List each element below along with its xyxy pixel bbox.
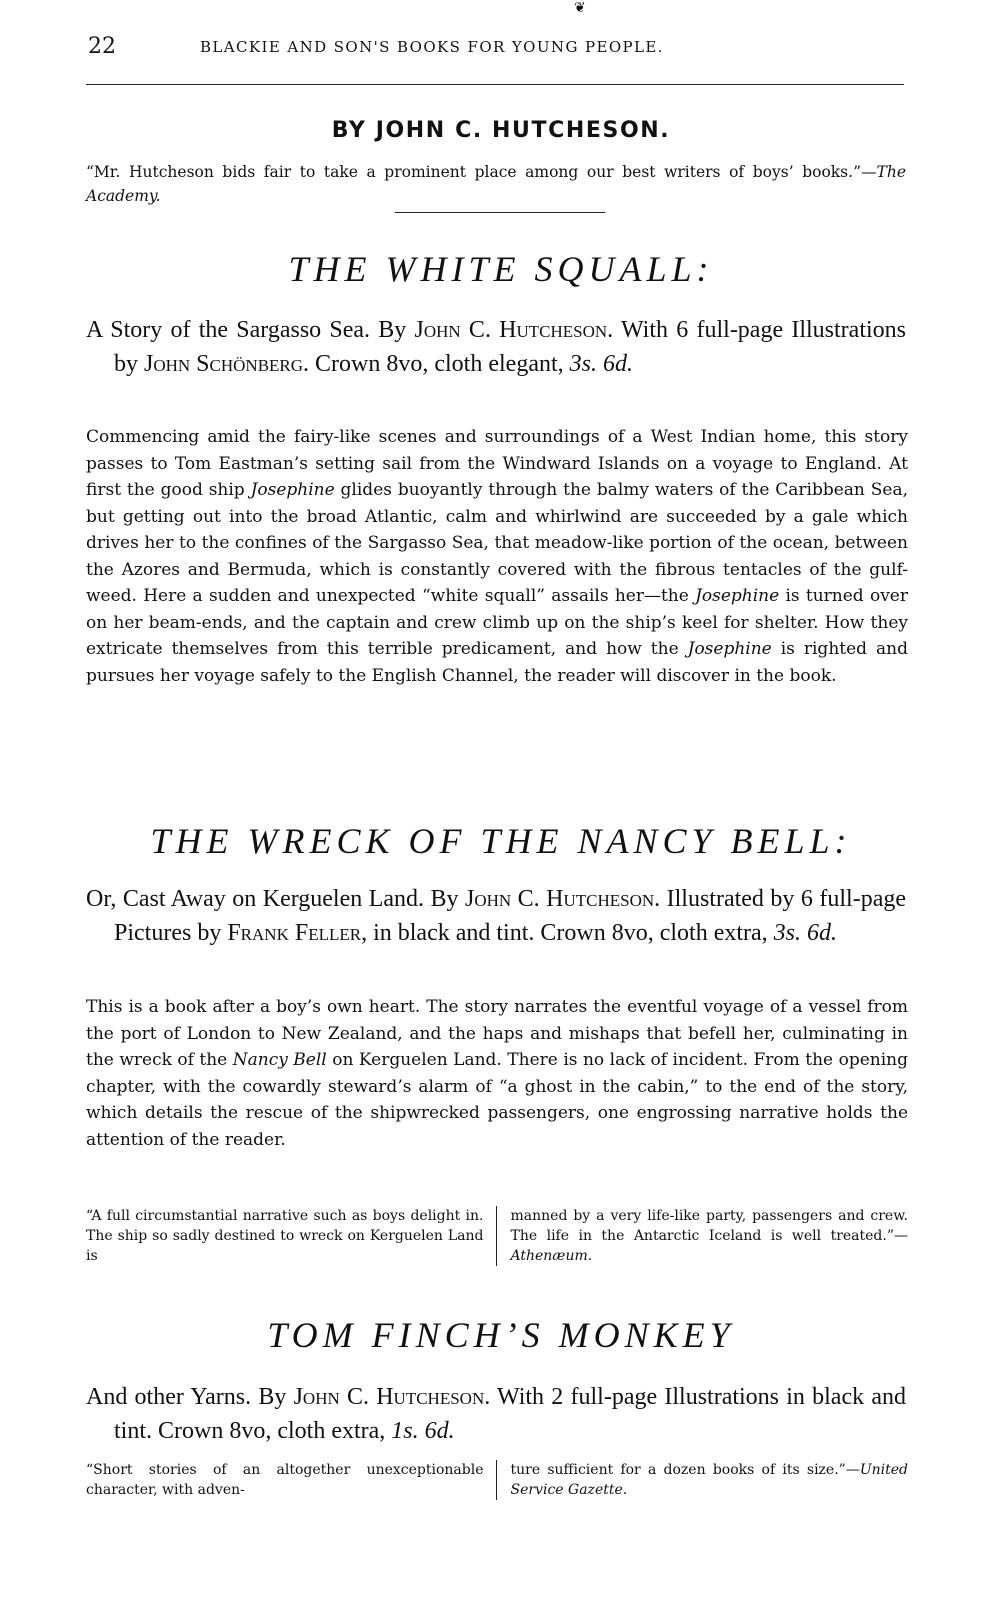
book-details-tom-finch bbox=[86, 1380, 906, 1448]
review-left-column: “Short stories of an altogether unexceptionable character, with adven- bbox=[86, 1460, 497, 1500]
ornament-icon: ❦ bbox=[574, 0, 586, 16]
book-binding: in black and tint. Crown 8vo, cloth extra, bbox=[367, 920, 774, 946]
book-price: 3s. 6d. bbox=[569, 351, 633, 377]
author-quote-text: “Mr. Hutcheson bids fair to take a prominent place among our best writers of boys’ books.”— bbox=[86, 163, 877, 181]
author-heading: BY JOHN C. HUTCHESON. bbox=[331, 118, 671, 143]
book-details-nancy-bell bbox=[86, 882, 906, 950]
book-illustration-note: Illustrated by 6 full-page Pictures by bbox=[114, 886, 906, 946]
review-left-column: “A full circumstantial narrative such as boys delight in. The ship so sadly destined to wreck on Kerguelen Land is bbox=[86, 1206, 497, 1266]
book-illustrator: John Schönberg. bbox=[144, 351, 310, 377]
book-description-nancy-bell bbox=[86, 994, 908, 1153]
review-nancy-bell bbox=[86, 1206, 908, 1266]
description-text: This is a book after a boy’s own heart. The story narrates the eventful voyage of a vessel from the port of London to New Zealand, and the haps and mishaps that befell her, culminating in the wreck of the bbox=[86, 997, 908, 1070]
description-text: is righted and pursues her voyage safely to the English Channel, the reader will discover in the book. bbox=[86, 639, 908, 686]
book-illustration-note: With 6 full-page Illustrations by bbox=[114, 317, 906, 377]
description-text: is turned over on her beam-ends, and the captain and crew climb up on the ship’s keel for shelter. How they extricate themselves from this terrible predicament, and how the bbox=[86, 586, 908, 659]
book-title-tom-finch: TOM FINCH’S MONKEY bbox=[267, 1315, 735, 1355]
author-rule bbox=[395, 212, 605, 213]
book-illustration-note: With 2 full-page Illustrations in black and tint. Crown 8vo, cloth extra, bbox=[114, 1384, 906, 1444]
review-source: Athenæum. bbox=[510, 1248, 593, 1264]
review-text: ture sufficient for a dozen books of its size.”— bbox=[510, 1462, 860, 1478]
book-binding: Crown 8vo, cloth elegant, bbox=[309, 351, 570, 377]
book-details-white-squall bbox=[86, 313, 906, 381]
book-title-nancy-bell: THE WRECK OF THE NANCY BELL: bbox=[150, 821, 852, 861]
book-author: John C. Hutcheson. bbox=[414, 317, 614, 343]
review-tom-finch bbox=[86, 1460, 908, 1500]
book-subtitle: A Story of the Sargasso Sea. By bbox=[86, 317, 415, 343]
book-price: 3s. 6d. bbox=[773, 920, 838, 946]
book-price: 1s. 6d. bbox=[391, 1418, 455, 1444]
author-quote bbox=[86, 160, 906, 208]
header-rule bbox=[86, 84, 904, 85]
ship-name: Josephine bbox=[250, 480, 335, 500]
book-illustrator: Frank Feller, bbox=[227, 920, 368, 946]
review-right-column bbox=[497, 1206, 909, 1266]
author-quote-source: The Academy. bbox=[86, 163, 906, 205]
book-subtitle: Or, Cast Away on Kerguelen Land. By bbox=[86, 886, 466, 912]
book-subtitle: And other Yarns. By bbox=[86, 1384, 294, 1410]
book-description-white-squall bbox=[86, 424, 908, 689]
description-text: glides buoyantly through the balmy waters of the Caribbean Sea, but getting out into the broad Atlantic, calm and whirlwind are succeeded by a gale which drives her to the confines of the Sargasso Sea, that meadow-like portion of the ocean, between the Azores and Bermuda, which is constantly covered with the fibrous tentacles of the gulf-weed. Here a sudden and unexpected “white squall” assails her—the bbox=[86, 480, 908, 606]
running-title: BLACKIE AND SON'S BOOKS FOR YOUNG PEOPLE. bbox=[200, 38, 664, 56]
book-author: John C. Hutcheson. bbox=[293, 1384, 491, 1410]
ship-name: Josephine bbox=[687, 639, 772, 659]
book-author: John C. Hutcheson. bbox=[465, 886, 661, 912]
ship-name: Josephine bbox=[695, 586, 780, 606]
review-right-column bbox=[497, 1460, 909, 1500]
review-source: United Service Gazette. bbox=[510, 1462, 908, 1498]
page-number: 22 bbox=[88, 34, 116, 59]
page-header bbox=[88, 34, 908, 62]
book-title-white-squall: THE WHITE SQUALL: bbox=[288, 249, 714, 289]
review-text: manned by a very life-like party, passengers and crew. The life in the Antarctic Iceland is well treated.”— bbox=[510, 1208, 908, 1244]
ship-name: Nancy Bell bbox=[232, 1050, 327, 1070]
description-text: Commencing amid the fairy-like scenes and surroundings of a West Indian home, this story passes to Tom Eastman’s setting sail from the Windward Islands on a voyage to England. At first the good ship bbox=[86, 427, 908, 500]
description-text: on Kerguelen Land. There is no lack of incident. From the opening chapter, with the cowardly steward’s alarm of “a ghost in the cabin,” to the end of the story, which details the rescue of the shipwrecked passengers, one engrossing narrative holds the attention of the reader. bbox=[86, 1050, 908, 1150]
